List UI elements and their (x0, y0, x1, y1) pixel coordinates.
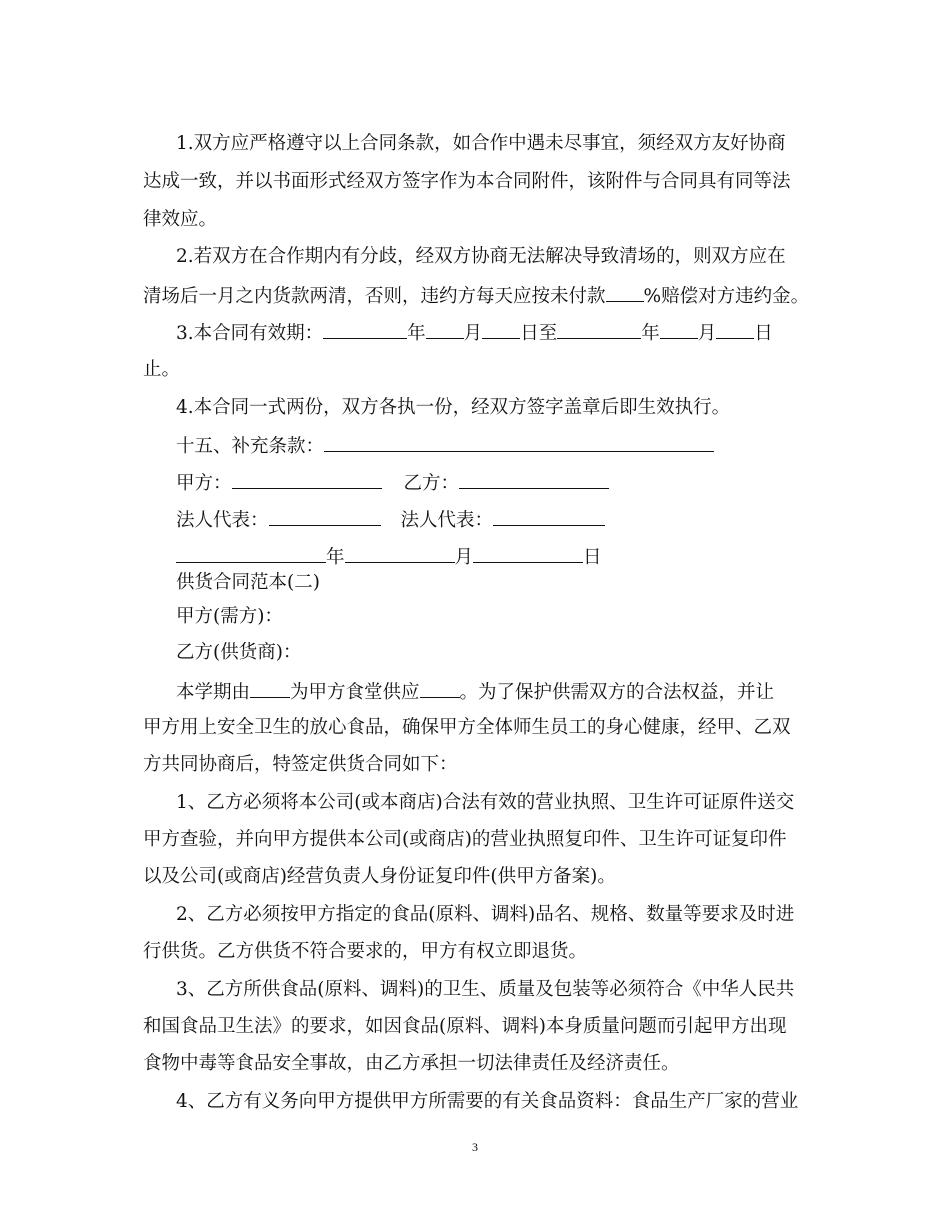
date-line (176, 544, 602, 570)
clause-2-text-a: 清场后一月之内货款两清，否则，违约方每天应按未付款 (143, 286, 606, 307)
supplement-blank (324, 433, 714, 452)
sample-2-party-b: 乙方(供货商)： (176, 642, 302, 663)
supplier-blank (250, 679, 290, 698)
legal-rep-a-blank (269, 507, 381, 526)
clause-2-text-b: %赔偿对方违约金。 (643, 286, 810, 307)
provision-2-line-2: 行供货。乙方供货不符合要求的，甲方有权立即退货。 (143, 941, 588, 962)
party-a-blank (232, 470, 382, 489)
sign-day-unit: 日 (583, 547, 602, 568)
start-month-unit: 月 (463, 323, 483, 344)
provision-1-line-2: 甲方查验，并向甲方提供本公司(或商店)的营业执照复印件、卫生许可证复印件 (143, 829, 787, 850)
clause-1-line-2: 达成一致，并以书面形式经双方签字作为本合同附件，该附件与合同具有同等法 (143, 171, 791, 192)
goods-blank (420, 679, 460, 698)
end-year-blank (557, 320, 641, 339)
intro-text-c: 。为了保护供需双方的合法权益，并让 (459, 682, 775, 703)
provision-2-line-1: 2、乙方必须按甲方指定的食品(原料、调料)品名、规格、数量等要求及时进 (176, 904, 795, 925)
end-day-blank (716, 320, 754, 339)
provision-1-line-3: 以及公司(或商店)经营负责人身份证复印件(供甲方备案)。 (143, 866, 616, 887)
intro-line-2: 甲方用上安全卫生的放心食品，确保甲方全体师生员工的身心健康，经甲、乙双 (143, 717, 791, 738)
clause-2-line-1: 2.若双方在合作期内有分歧，经双方协商无法解决导致清场的，则双方应在 (176, 246, 786, 267)
party-b-blank (459, 470, 609, 489)
clause-1-line-1: 1.双方应严格遵守以上合同条款，如合作中遇未尽事宜，须经双方友好协商 (176, 133, 786, 154)
intro-text-b: 为甲方食堂供应 (290, 682, 420, 703)
clause-3-line-2: 止。 (143, 359, 181, 380)
penalty-rate-blank (606, 283, 644, 302)
clause-3-line-1 (176, 320, 773, 346)
start-day-unit: 日至 (520, 323, 558, 344)
clause-1-line-3: 律效应。 (143, 209, 218, 230)
party-signature-line (176, 470, 609, 496)
party-a-label: 甲方： (176, 473, 232, 494)
start-month-blank (426, 320, 464, 339)
intro-text-a: 本学期由 (176, 682, 251, 703)
sign-day-blank (473, 544, 583, 563)
validity-label: 3.本合同有效期： (176, 323, 324, 344)
sample-2-party-a: 甲方(需方)： (176, 606, 283, 627)
page-number: 3 (472, 1140, 478, 1154)
intro-line-3: 方共同协商后，特签定供货合同如下： (143, 754, 458, 775)
provision-3-line-3: 食物中毒等食品安全事故，由乙方承担一切法律责任及经济责任。 (143, 1053, 680, 1074)
sign-year-blank (176, 544, 326, 563)
clause-2-line-2 (143, 283, 809, 309)
sample-2-title: 供货合同范本(二) (176, 572, 320, 593)
sign-year-unit: 年 (326, 547, 345, 568)
provision-4-line-1: 4、乙方有义务向甲方提供甲方所需要的有关食品资料：食品生产厂家的营业 (176, 1091, 799, 1112)
provision-3-line-2: 和国食品卫生法》的要求，如因食品(原料、调料)本身质量问题而引起甲方出现 (143, 1016, 787, 1037)
provision-1-line-1: 1、乙方必须将本公司(或本商店)合法有效的营业执照、卫生许可证原件送交 (176, 792, 795, 813)
clause-4: 4.本合同一式两份，双方各执一份，经双方签字盖章后即生效执行。 (176, 397, 731, 418)
provision-3-line-1: 3、乙方所供食品(原料、调料)的卫生、质量及包装等必须符合《中华人民共 (176, 979, 795, 1000)
sign-month-unit: 月 (454, 547, 474, 568)
start-day-blank (482, 320, 520, 339)
legal-rep-line (176, 507, 605, 533)
intro-line-1 (176, 679, 774, 705)
legal-rep-a-label: 法人代表： (176, 510, 269, 531)
end-day-unit: 日 (754, 323, 773, 344)
start-year-blank (323, 320, 407, 339)
supplement-label: 十五、补充条款： (176, 436, 325, 457)
sign-month-blank (345, 544, 455, 563)
legal-rep-b-label: 法人代表： (400, 510, 494, 531)
end-year-unit: 年 (641, 323, 660, 344)
legal-rep-b-blank (493, 507, 605, 526)
end-month-blank (660, 320, 698, 339)
party-b-label: 乙方： (403, 473, 460, 494)
start-year-unit: 年 (407, 323, 426, 344)
supplement-line (176, 433, 714, 459)
end-month-unit: 月 (697, 323, 717, 344)
